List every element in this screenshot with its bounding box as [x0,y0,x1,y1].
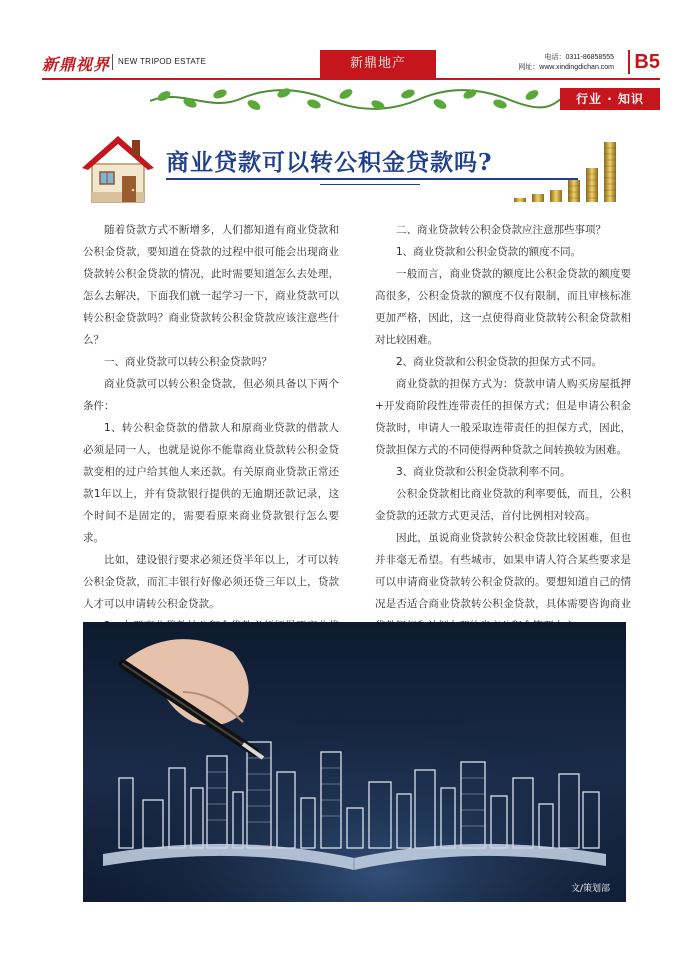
paragraph: 因此，虽说商业贷款转公积金贷款比较困难，但也并非毫无希望。有些城市，如果申请人符合某些要求是可以申请商业贷款转公积金贷款的。要想知道自己的情况是否适合商业贷款转公积金贷款，具体需要咨询商业 [375,532,631,610]
phone-number: 电话：0311-86858555 [544,54,614,61]
sub-heading: 1、商业贷款和公积金贷款的额度不同。 [396,246,582,258]
header-rule [42,78,660,80]
intro-paragraph: 随着贷款方式不断增多，人们都知道有商业贷款和公积金贷款，要知道在贷款的过程中很可能会出现商业贷款转公积金贷款的情况，此时需要知道怎么去处理，怎么去解决，下面我们就一起学习一下，商业贷款可以转公积金贷款吗？商业贷款转公积金贷款应该注意些什么？ [83,224,339,346]
paragraph: 商业贷款的担保方式为：贷款申请人购买房屋抵押+开发商阶段性连带责任的担保方式；但是申请公积金贷款时，申请人一般采取连带责任的担保方式，因此，贷款担保方式的不同使得两种贷款之间转换较为困难。 [375,378,631,456]
brand-english: NEW TRIPOD ESTATE [118,57,207,66]
paragraph: 公积金贷款相比商业贷款的利率要低，而且，公积金贷款的还款方式更灵活，首付比例相对较高。 [375,488,631,522]
paragraph: 商业贷款可以转公积金贷款，但必须具备以下两个条件： [83,378,339,412]
section-heading-1: 一、商业贷款可以转公积金贷款吗？ [104,356,272,368]
paragraph: 一般而言，商业贷款的额度比公积金贷款的额度要高很多，公积金贷款的额度不仅有限制，而且审核标准更加严格，因此，这一点使得商业贷款转公积金贷款相对比较困难。 [375,268,631,346]
coin-stack-icon [512,138,622,204]
title-underline-short [320,184,420,185]
section-label: 新鼎地产 [320,50,436,78]
contact-info [518,53,614,73]
page-number: B5 [628,50,660,74]
article-column-left [83,219,339,681]
vine-decoration [150,86,562,112]
brand-divider [112,54,113,70]
house-icon [78,128,158,208]
sub-heading: 2、商业贷款和公积金贷款的担保方式不同。 [396,356,603,368]
feature-photo [83,622,626,902]
website-url: 网址：www.xindingdichan.com [518,64,614,71]
paragraph: 1、转公积金贷款的借款人和原商业贷款的借款人必须是同一人，也就是说你不能靠商业贷款转公积金贷款变相的过户给其他人来还款。有关原商业贷款正常还款1年以上，并有贷款银行提供的无逾期还款记录，这个时间不是固定的，需要看原来商业贷款银行怎么要求。 [83,422,339,544]
photo-caption: 文/策划部 [570,884,610,894]
paragraph: 比如，建设银行要求必须还贷半年以上，才可以转公积金贷款，而汇丰银行好像必须还贷三年以上，贷款人才可以申请转公积金贷款。 [83,554,339,610]
section-heading-2: 二、商业贷款转公积金贷款应注意那些事项？ [396,224,606,236]
city-skyline-illustration [83,622,626,902]
brand-logo: 新鼎视界 [42,55,111,74]
sub-heading: 3、商业贷款和公积金贷款利率不同。 [396,466,571,478]
article-column-right [375,219,631,637]
category-tag: 行业 · 知识 [560,88,660,110]
page-title: 商业贷款可以转公积金贷款吗? [166,149,493,176]
